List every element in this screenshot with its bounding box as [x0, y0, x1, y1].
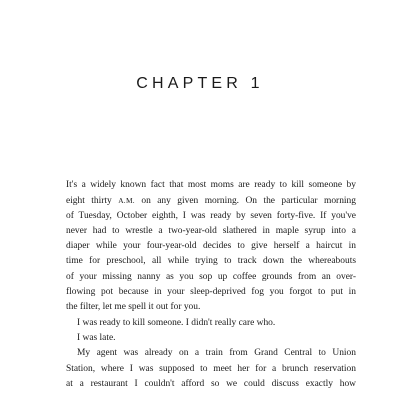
text-line: I was late. — [77, 332, 116, 343]
paragraph — [66, 331, 356, 346]
paragraph — [66, 346, 356, 392]
text-line: I was ready to kill someone. I didn't really care who. — [77, 317, 276, 328]
text-line: of Tuesday, October eighth, I was ready by seven forty-five. If you've — [66, 210, 356, 221]
text-line: flowing pot because in your sleep-deprived fog you forgot to put in — [66, 287, 356, 298]
text-line: diaper while your four-year-old decides to give herself a haircut in — [66, 241, 356, 252]
text-line: Station, where I was supposed to meet her for a brunch reservation — [66, 363, 356, 374]
chapter-title: CHAPTER 1 — [136, 75, 264, 92]
text-line: eight thirty A.M. on any given morning. On the particular morning — [66, 196, 356, 207]
paragraph — [66, 178, 356, 316]
chapter-body-text — [66, 178, 356, 392]
text-line: It's a widely known fact that most moms are ready to kill someone by — [66, 180, 356, 190]
text-line: at a restaurant I couldn't afford so we could discuss exactly how — [66, 378, 356, 389]
text-line: My agent was already on a train from Grand Central to Union — [77, 348, 356, 359]
text-line: of your missing nanny as you sop up coffee grounds from an over- — [66, 271, 356, 282]
text-line: the filter, let me spell it out for you. — [66, 302, 201, 313]
text-line: time for preschool, all while trying to track down the whereabouts — [66, 256, 356, 267]
paragraph — [66, 316, 356, 331]
text-line: never had to wrestle a two-year-old slathered in maple syrup into a — [66, 225, 356, 236]
